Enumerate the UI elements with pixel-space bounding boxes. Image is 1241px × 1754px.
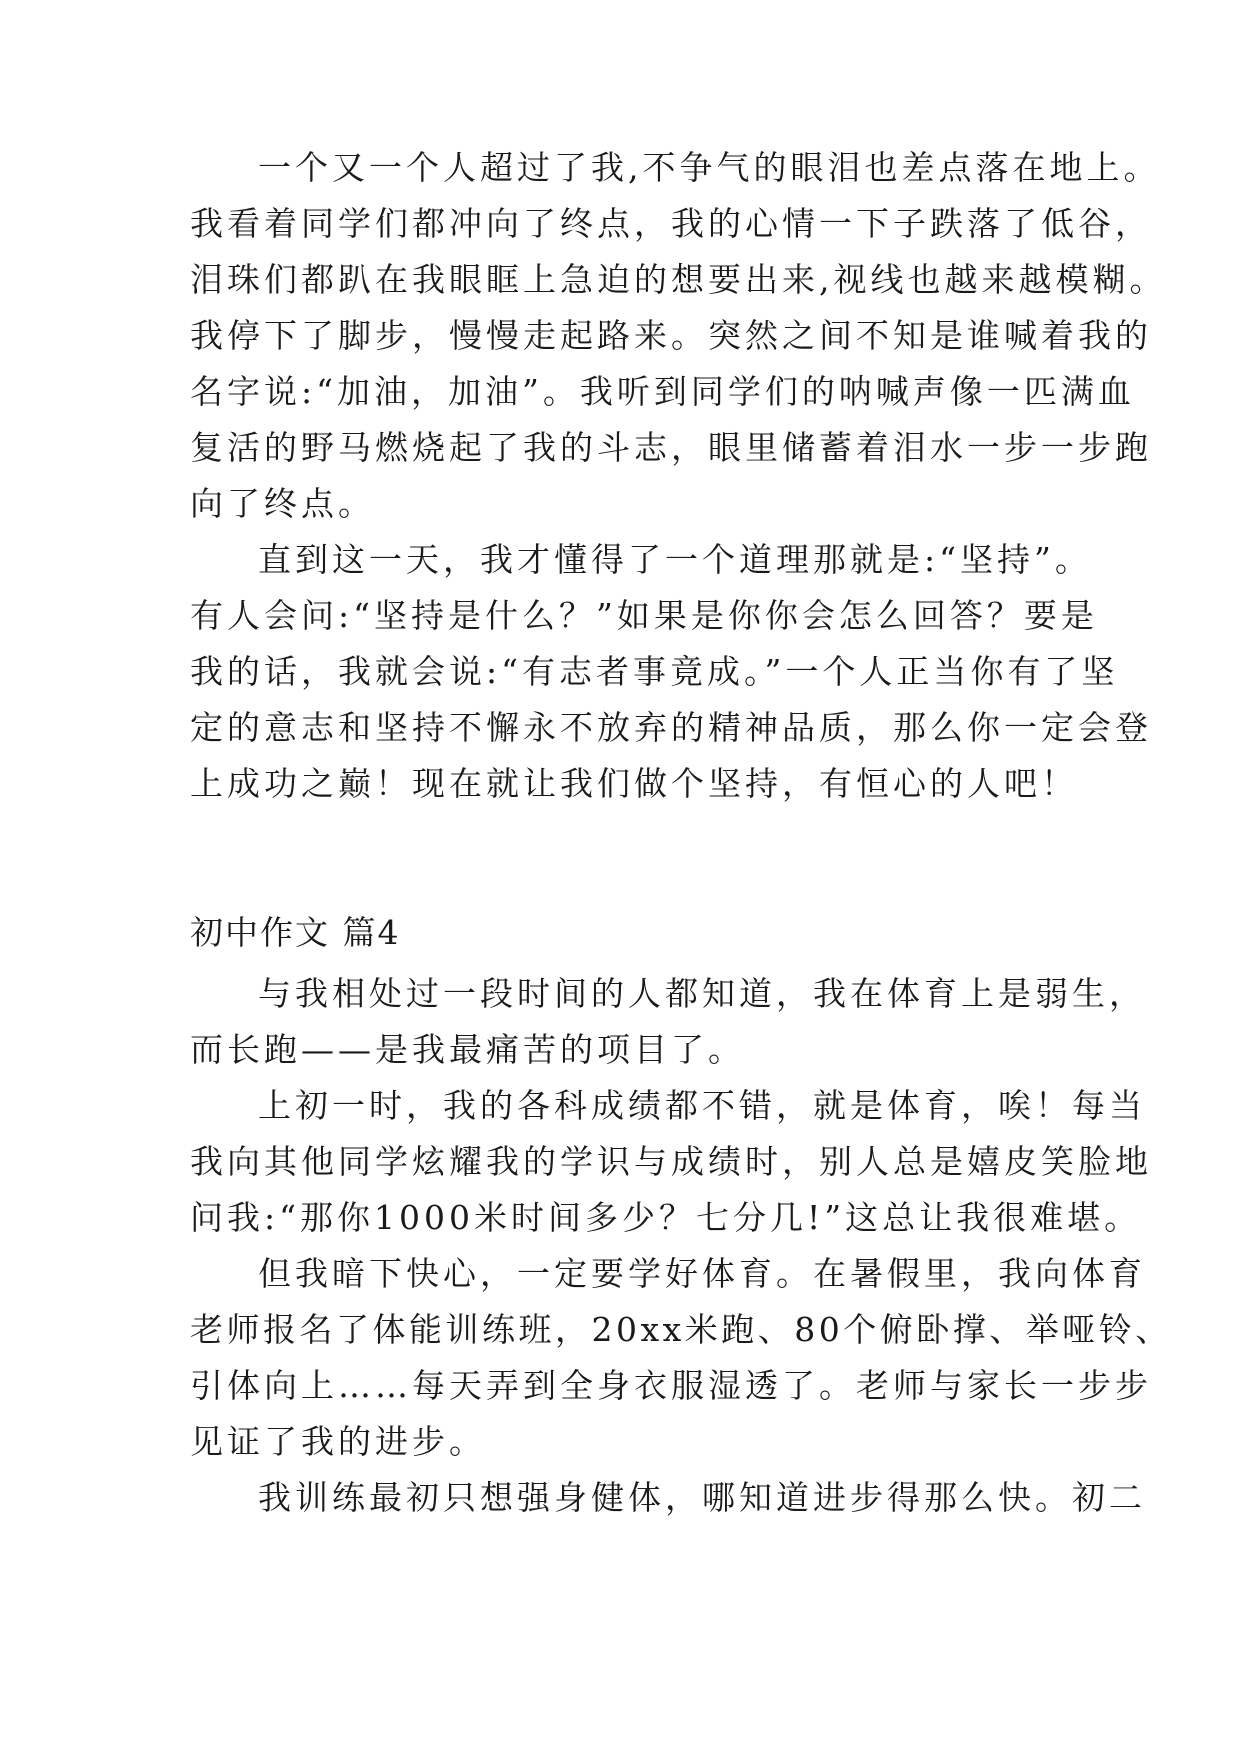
text-line: 而长跑——是我最痛苦的项目了。 — [190, 1030, 745, 1069]
text-line: 泪珠们都趴在我眼眶上急迫的想要出来,视线也越来越模糊。 — [190, 260, 1167, 299]
text-line: 引体向上……每天弄到全身衣服湿透了。老师与家长一步步 — [190, 1366, 1152, 1405]
text-line: 我训练最初只想强身健体，哪知道进步得那么快。初二 — [258, 1478, 1146, 1517]
text-line: 上成功之巅！现在就让我们做个坚持，有恒心的人吧！ — [190, 764, 1078, 803]
section-heading: 初中作文 篇4 — [190, 913, 401, 952]
text-line: 直到这一天，我才懂得了一个道理那就是:“坚持”。 — [258, 540, 1092, 579]
text-line: 但我暗下快心，一定要学好体育。在暑假里，我向体育 — [258, 1254, 1146, 1293]
text-line: 有人会问:“坚持是什么？”如果是你你会怎么回答？要是 — [190, 596, 1098, 635]
text-line: 问我:“那你1000米时间多少？七分几!”这总让我很难堪。 — [190, 1198, 1142, 1237]
text-line: 与我相处过一段时间的人都知道，我在体育上是弱生， — [258, 974, 1146, 1013]
text-line: 我向其他同学炫耀我的学识与成绩时，别人总是嬉皮笑脸地 — [190, 1142, 1152, 1181]
text-line: 见证了我的进步。 — [190, 1422, 486, 1461]
text-line: 老师报名了体能训练班，20xx米跑、80个俯卧撑、举哑铃、 — [190, 1310, 1172, 1349]
text-line: 复活的野马燃烧起了我的斗志，眼里储蓄着泪水一步一步跑 — [190, 428, 1152, 467]
text-line: 定的意志和坚持不懈永不放弃的精神品质，那么你一定会登 — [190, 708, 1152, 747]
text-line: 一个又一个人超过了我,不争气的眼泪也差点落在地上。 — [258, 148, 1161, 187]
text-line: 我的话，我就会说:“有志者事竟成。”一个人正当你有了坚 — [190, 652, 1119, 691]
text-line: 上初一时，我的各科成绩都不错，就是体育，唉！每当 — [258, 1086, 1146, 1125]
text-line: 我停下了脚步，慢慢走起路来。突然之间不知是谁喊着我的 — [190, 316, 1152, 355]
text-line: 我看着同学们都冲向了终点，我的心情一下子跌落了低谷， — [190, 204, 1152, 243]
text-line: 向了终点。 — [190, 484, 375, 523]
text-line: 名字说:“加油，加油”。我听到同学们的呐喊声像一匹满血 — [190, 372, 1135, 411]
